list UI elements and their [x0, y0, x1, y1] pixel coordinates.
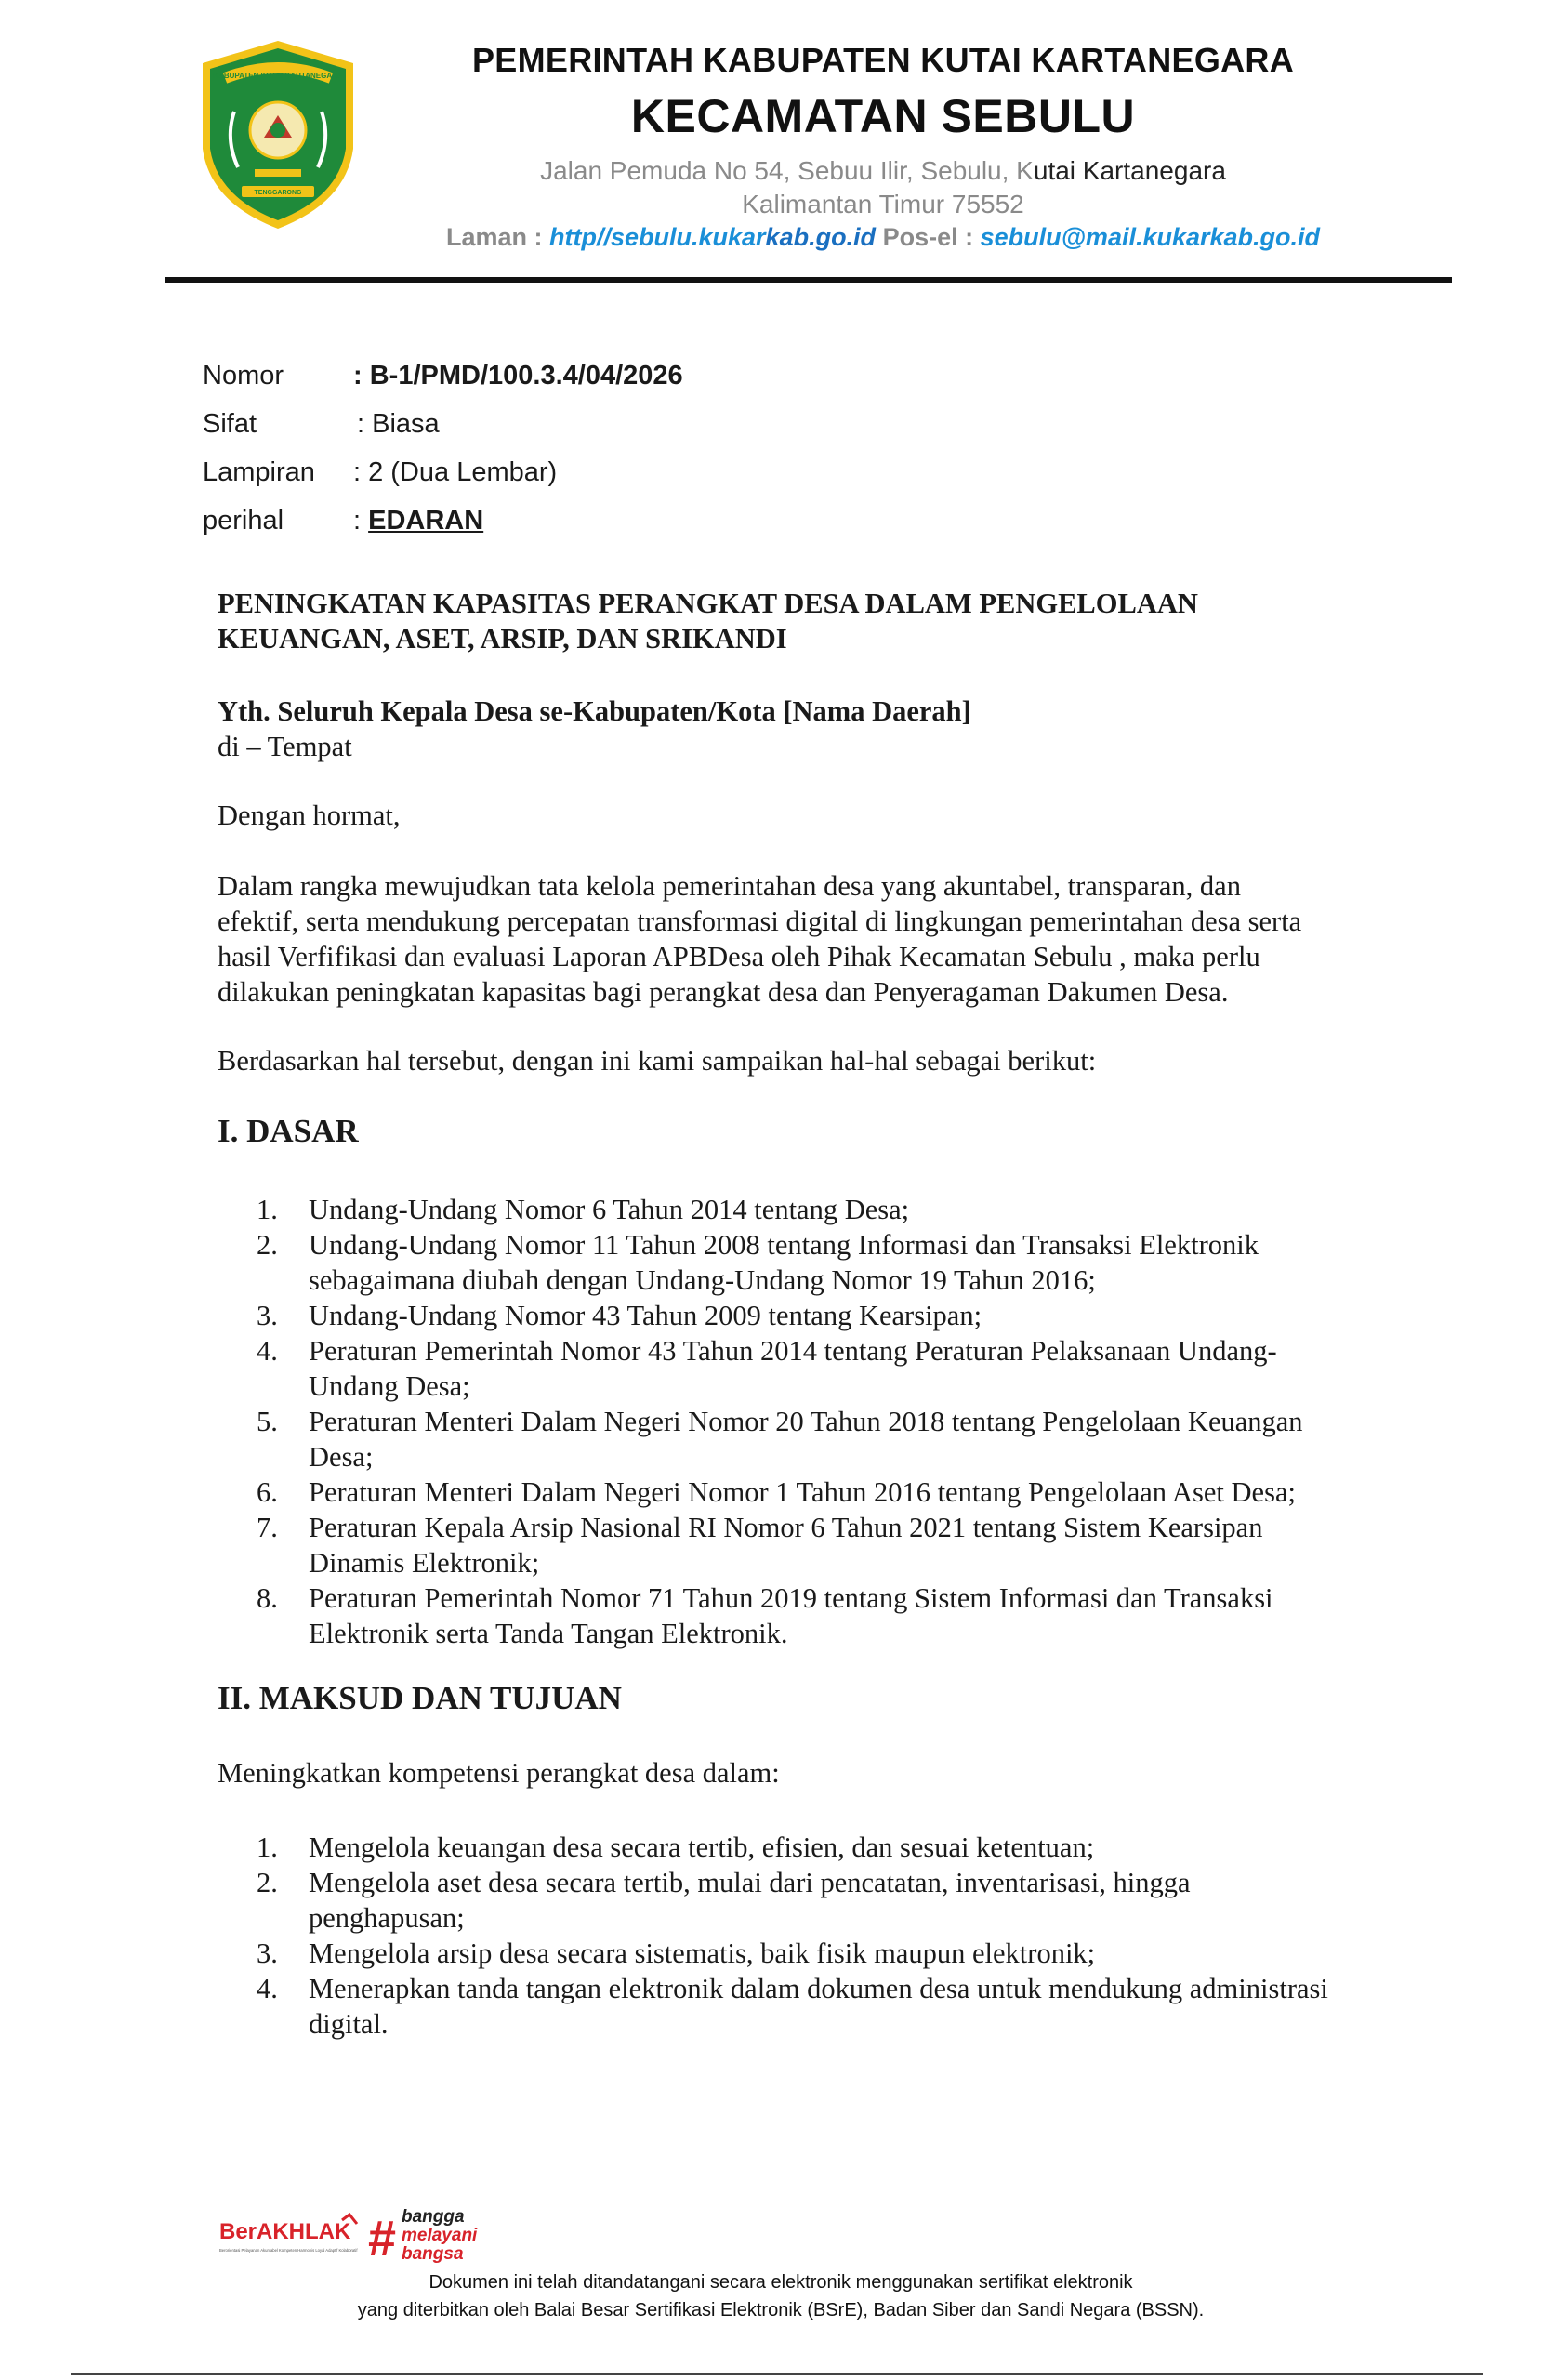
meta-label: Lampiran — [203, 457, 315, 487]
office-city: Kalimantan Timur 75552 — [742, 190, 1024, 218]
meta-value: : B-1/PMD/100.3.4/04/2026 — [353, 361, 683, 390]
letterhead-divider — [165, 277, 1452, 283]
meta-label: Nomor — [203, 361, 284, 390]
esign-note-line2: yang diterbitkan oleh Balai Besar Sertifikasi Elektronik (BSrE), Badan Siber dan Sandi Negara (BSSN). — [357, 2300, 1205, 2320]
berakhlak-tagline: Berorientasi Pelayanan Akuntabel Kompeten Harmonis Loyal Adaptif Kolaboratif — [219, 2248, 358, 2253]
place: di – Tempat — [218, 731, 352, 762]
paragraph-line: efektif, serta mendukung percepatan transformasi digital di lingkungan pemerintahan desa serta — [218, 906, 1302, 937]
email-label: Pos-el : — [876, 223, 981, 251]
kutai-kartanegara-emblem — [197, 37, 359, 232]
paragraph-intro — [218, 868, 1417, 1010]
footer-logos — [219, 2202, 517, 2276]
hashtag-icon: # — [368, 2211, 397, 2267]
office-address — [372, 156, 1394, 186]
greeting: Dengan hormat, — [218, 800, 401, 831]
bangsa-word: bangsa — [402, 2244, 464, 2264]
paragraph-berdasarkan: Berdasarkan hal tersebut, dengan ini kami sampaikan hal-hal sebagai berikut: — [218, 1045, 1097, 1077]
emblem-ribbon-text: KABUPATEN KUTAI KARTANEGARA — [213, 72, 343, 80]
addressee-block — [218, 694, 1417, 764]
melayani-word: melayani — [402, 2226, 478, 2245]
contact-line — [372, 223, 1394, 252]
paragraph-line: dilakukan peningkatan kapasitas bagi perangkat desa dan Penyeragaman Dakumen Desa. — [218, 976, 1229, 1008]
address-part-a: Jalan Pemuda No 54, Sebuu Ilir, Sebulu, K — [540, 156, 1034, 185]
meta-label: perihal — [203, 506, 284, 536]
meta-value: : EDARAN — [353, 506, 484, 536]
title-line: PENINGKATAN KAPASITAS PERANGKAT DESA DALAM PENGELOLAAN — [218, 588, 1198, 619]
esign-note-line1: Dokumen ini telah ditandatangani secara elektronik menggunakan sertifikat elektronik — [429, 2272, 1133, 2293]
district-name: KECAMATAN SEBULU — [630, 90, 1136, 142]
email-link[interactable]: sebulu@mail.kukarkab.go.id — [980, 223, 1321, 251]
web-label: Laman : — [445, 223, 549, 251]
bangga-word: bangga — [402, 2207, 465, 2227]
meta-label: Sifat — [203, 409, 257, 439]
page-bottom-rule — [71, 2373, 1483, 2375]
address-part-b: utai Kartanegara — [1033, 156, 1226, 185]
section-dasar-title: I. DASAR — [218, 1113, 359, 1149]
government-name: PEMERINTAH KABUPATEN KUTAI KARTANEGARA — [471, 41, 1295, 79]
section-maksud-intro: Meningkatkan kompetensi perangkat desa dalam: — [218, 1757, 780, 1789]
emblem-motto-text: TENGGARONG — [254, 190, 302, 196]
paragraph-line: Dalam rangka mewujudkan tata kelola pemerintahan desa yang akuntabel, transparan, dan — [218, 870, 1241, 902]
letter-title — [218, 586, 1417, 656]
paragraph-line: hasil Verfifikasi dan evaluasi Laporan APBDesa oleh Pihak Kecamatan Sebulu , maka perlu — [218, 941, 1260, 972]
berakhlak-logo: BerAKHLAK — [219, 2219, 351, 2244]
meta-value: : 2 (Dua Lembar) — [353, 457, 558, 487]
addressee: Yth. Seluruh Kepala Desa se-Kabupaten/Kota [Nama Daerah] — [218, 695, 971, 727]
section-maksud-title: II. MAKSUD DAN TUJUAN — [218, 1680, 622, 1716]
meta-value: : Biasa — [357, 409, 440, 439]
website-link[interactable]: http//sebulu.kukarkab.go.id — [549, 223, 877, 251]
title-line: KEUANGAN, ASET, ARSIP, DAN SRIKANDI — [218, 623, 787, 654]
